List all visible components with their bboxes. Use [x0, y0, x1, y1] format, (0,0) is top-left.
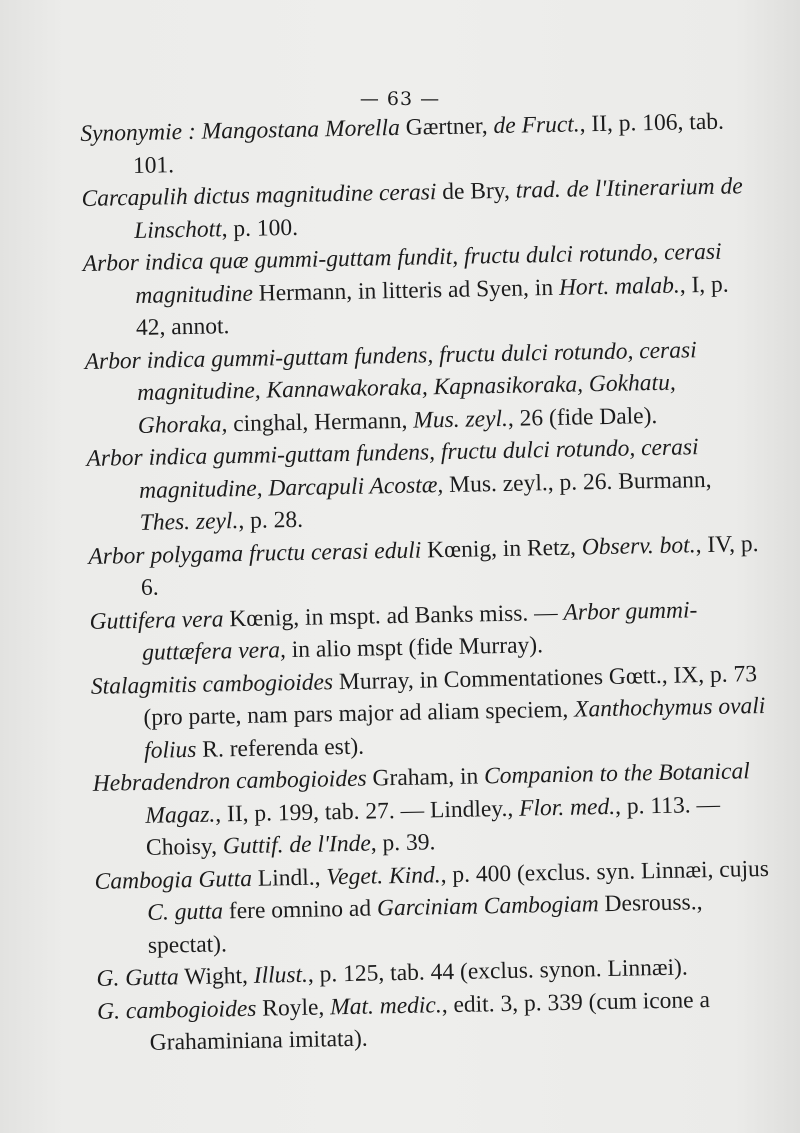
- synonym-entry: [94, 852, 776, 963]
- italic-text: Arbor indica gummi-guttam fundens, fructu dulci rotundo, cerasi magnitudine, Darcapuli Acostæ,: [86, 434, 699, 504]
- roman-text: Mus. zeyl., p. 26. Burmann,: [443, 466, 712, 498]
- italic-text: Carcapulih dictus magnitudine cerasi: [81, 179, 437, 212]
- roman-text: Kœnig, in mspt. ad Banks miss. —: [223, 599, 564, 632]
- italic-text: Arbor indica quæ gummi-guttam fundit, fructu dulci rotundo, cerasi magnitudine: [82, 238, 722, 309]
- italic-text: Arbor polygama fructu cerasi eduli: [88, 537, 422, 570]
- roman-text: de Bry,: [436, 177, 517, 206]
- roman-text: fere omnino ad: [222, 895, 378, 925]
- synonym-entry: [84, 332, 766, 443]
- italic-text: Mus. zeyl.: [413, 405, 509, 434]
- italic-text: Stalagmitis cambogioides: [90, 668, 334, 700]
- synonymy-list: [80, 105, 778, 1060]
- synonym-entry: [92, 755, 774, 866]
- roman-text: , p. 113. — Choisy,: [145, 791, 721, 861]
- roman-text: , p. 400 (exclus. syn. Linnæi, cujus: [440, 855, 770, 888]
- synonym-entry: [91, 657, 773, 768]
- roman-text: , II, p. 199, tab. 27. — Lindley.,: [214, 795, 520, 828]
- italic-text: Garciniam Cambogiam: [376, 891, 599, 922]
- italic-text: G. cambogioides: [96, 995, 257, 1025]
- italic-text: Flor. med.: [518, 793, 616, 822]
- roman-text: , II, p. 106, tab. 101.: [132, 108, 725, 179]
- italic-text: G. Gutta: [96, 964, 180, 992]
- italic-text: Hort. malab.: [558, 272, 680, 301]
- italic-text: C. gutta: [147, 898, 224, 926]
- roman-text: Gærtner,: [399, 113, 494, 141]
- italic-text: Illust.: [253, 961, 309, 989]
- synonym-entry: [82, 235, 764, 346]
- italic-text: Xanthochymus ovali folius: [143, 692, 766, 764]
- italic-text: Thes. zeyl.: [139, 508, 239, 536]
- synonym-entry: [97, 982, 778, 1060]
- italic-text: Guttifera vera: [89, 605, 224, 635]
- roman-text: Desrouss., spectat).: [147, 889, 703, 959]
- roman-text: , IV, p. 6.: [140, 530, 759, 601]
- roman-text: Kœnig, in Retz,: [420, 533, 583, 564]
- italic-text: Guttif. de l'Inde: [222, 830, 372, 860]
- roman-text: Royle,: [256, 993, 331, 1022]
- synonym-entry: [86, 430, 768, 541]
- italic-text: Companion to the Botanical Magaz.: [145, 758, 750, 829]
- roman-text: , p. 125, tab. 44 (exclus. synon. Linnæi).: [307, 954, 688, 988]
- roman-text: , p. 28.: [238, 506, 304, 535]
- italic-text: Hebradendron cambogioides: [92, 765, 367, 797]
- roman-text: , edit. 3, p. 339 (cum icone a Grahaminiana imitata).: [149, 986, 711, 1056]
- italic-text: trad. de l'Itinerarium de Linschott: [133, 173, 743, 244]
- italic-text: Observ. bot.: [581, 531, 696, 560]
- roman-text: , 26 (fide Dale).: [507, 402, 658, 432]
- roman-text: Murray, in Commentationes Gœtt., IX, p. 73 (pro parte, nam pars major ad aliam speciem,: [143, 660, 758, 731]
- roman-text: , p. 100.: [221, 214, 299, 242]
- roman-text: Wight,: [178, 962, 254, 991]
- roman-text: cinghal, Hermann,: [227, 407, 414, 437]
- roman-text: in alio mspt (fide Murray).: [285, 632, 544, 664]
- roman-text: , I, p. 42, annot.: [135, 271, 729, 341]
- page-number: — 63 —: [359, 88, 441, 110]
- italic-text: de Fruct.: [493, 111, 580, 140]
- italic-text: Synonymie : Mangostana Morella: [80, 114, 401, 147]
- italic-text: Arbor indica gummi-guttam fundens, fructu dulci rotundo, cerasi magnitudine, Kannawakoraka, Kapnasikoraka, Gokhatu, Ghoraka,: [84, 336, 697, 439]
- roman-text: Graham, in: [366, 763, 485, 792]
- italic-text: Veget. Kind.: [326, 861, 441, 890]
- italic-text: Mat. medic.: [329, 991, 442, 1020]
- roman-text: Lindl.,: [251, 863, 327, 892]
- italic-text: Cambogia Gutta: [94, 865, 253, 895]
- italic-text: Arbor gummi-guttæfera vera,: [142, 596, 698, 666]
- roman-text: R. referenda est).: [196, 733, 365, 763]
- roman-text: , p. 39.: [370, 829, 436, 857]
- roman-text: Hermann, in litteris ad Syen, in: [252, 274, 560, 307]
